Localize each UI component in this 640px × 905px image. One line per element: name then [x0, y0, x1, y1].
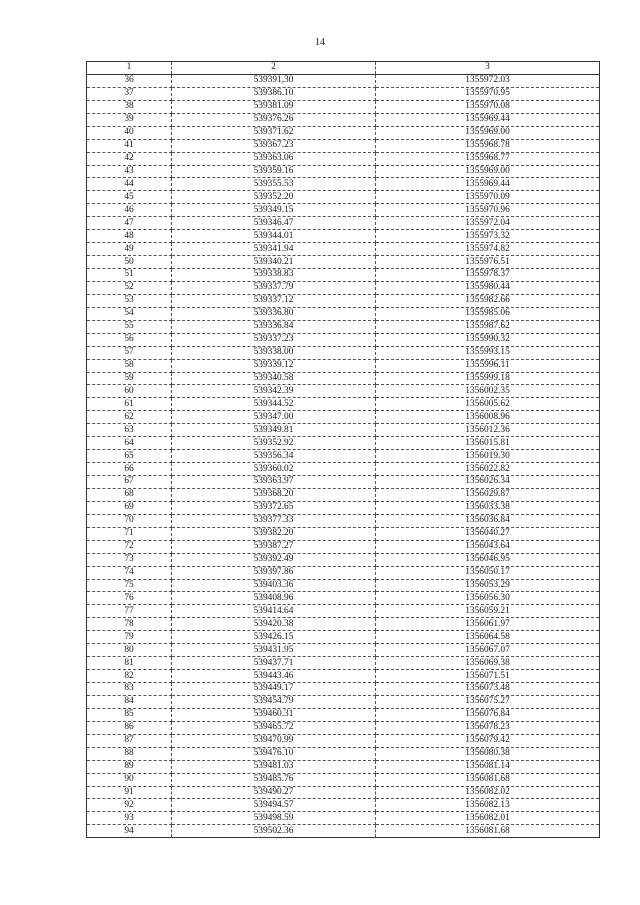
x-coordinate-cell: 539431.95 [172, 644, 376, 657]
x-coordinate-cell: 539387.27 [172, 540, 376, 553]
table-row [87, 243, 600, 256]
point-number-cell: 91 [87, 786, 172, 799]
point-number-cell: 57 [87, 346, 172, 359]
x-coordinate-cell: 539360.02 [172, 463, 376, 476]
y-coordinate-cell: 1356076.84 [376, 708, 600, 721]
point-number-cell: 44 [87, 178, 172, 191]
y-coordinate-cell: 1355968.77 [376, 152, 600, 165]
point-number-cell: 78 [87, 618, 172, 631]
table-row [87, 799, 600, 812]
point-number-cell: 66 [87, 463, 172, 476]
x-coordinate-cell: 539502.36 [172, 825, 376, 838]
table-row [87, 359, 600, 372]
point-number-cell: 49 [87, 243, 172, 256]
y-coordinate-cell: 1355980.44 [376, 281, 600, 294]
x-coordinate-cell: 539449.17 [172, 683, 376, 696]
page-number: 14 [315, 37, 325, 48]
x-coordinate-cell: 539372.65 [172, 501, 376, 514]
table-row [87, 87, 600, 100]
x-coordinate-cell: 539382.20 [172, 527, 376, 540]
x-coordinate-cell: 539340.58 [172, 372, 376, 385]
point-number-cell: 94 [87, 825, 172, 838]
x-coordinate-cell: 539337.12 [172, 294, 376, 307]
point-number-cell: 81 [87, 657, 172, 670]
point-number-cell: 47 [87, 217, 172, 230]
point-number-cell: 77 [87, 605, 172, 618]
x-coordinate-cell: 539344.01 [172, 230, 376, 243]
x-coordinate-cell: 539338.83 [172, 269, 376, 282]
table-row [87, 320, 600, 333]
y-coordinate-cell: 1355982.66 [376, 294, 600, 307]
point-number-cell: 46 [87, 204, 172, 217]
table-row [87, 670, 600, 683]
x-coordinate-cell: 539356.34 [172, 450, 376, 463]
table-row [87, 657, 600, 670]
point-number-cell: 40 [87, 126, 172, 139]
y-coordinate-cell: 1356067.07 [376, 644, 600, 657]
table-row [87, 256, 600, 269]
x-coordinate-cell: 539368.20 [172, 488, 376, 501]
point-number-cell: 75 [87, 579, 172, 592]
point-number-cell: 89 [87, 760, 172, 773]
y-coordinate-cell: 1355976.51 [376, 256, 600, 269]
table-row [87, 372, 600, 385]
x-coordinate-cell: 539336.84 [172, 320, 376, 333]
point-number-cell: 64 [87, 437, 172, 450]
y-coordinate-cell: 1355970.08 [376, 100, 600, 113]
x-coordinate-cell: 539344.52 [172, 398, 376, 411]
x-coordinate-cell: 539363.97 [172, 476, 376, 489]
table-row [87, 191, 600, 204]
y-coordinate-cell: 1356002.35 [376, 385, 600, 398]
x-coordinate-cell: 539386.10 [172, 87, 376, 100]
point-number-cell: 53 [87, 294, 172, 307]
point-number-cell: 70 [87, 514, 172, 527]
table-row [87, 269, 600, 282]
y-coordinate-cell: 1355990.32 [376, 333, 600, 346]
point-number-cell: 67 [87, 476, 172, 489]
point-number-cell: 74 [87, 566, 172, 579]
x-coordinate-cell: 539381.09 [172, 100, 376, 113]
point-number-cell: 93 [87, 812, 172, 825]
table-row [87, 540, 600, 553]
table-row [87, 113, 600, 126]
y-coordinate-cell: 1355987.62 [376, 320, 600, 333]
table-row [87, 230, 600, 243]
point-number-cell: 83 [87, 683, 172, 696]
table-row [87, 152, 600, 165]
x-coordinate-cell: 539470.99 [172, 734, 376, 747]
y-coordinate-cell: 1355969.00 [376, 165, 600, 178]
point-number-cell: 73 [87, 553, 172, 566]
x-coordinate-cell: 539347.00 [172, 411, 376, 424]
table-row [87, 100, 600, 113]
table-row [87, 294, 600, 307]
point-number-cell: 85 [87, 708, 172, 721]
x-coordinate-cell: 539481.03 [172, 760, 376, 773]
table-row [87, 825, 600, 838]
x-coordinate-cell: 539352.20 [172, 191, 376, 204]
point-number-cell: 86 [87, 721, 172, 734]
point-number-cell: 36 [87, 74, 172, 87]
point-number-cell: 51 [87, 269, 172, 282]
table-row [87, 333, 600, 346]
y-coordinate-cell: 1356071.51 [376, 670, 600, 683]
table-row [87, 463, 600, 476]
point-number-cell: 71 [87, 527, 172, 540]
point-number-cell: 55 [87, 320, 172, 333]
point-number-cell: 92 [87, 799, 172, 812]
point-number-cell: 61 [87, 398, 172, 411]
table-row [87, 139, 600, 152]
x-coordinate-cell: 539460.31 [172, 708, 376, 721]
point-number-cell: 62 [87, 411, 172, 424]
coordinates-table [86, 61, 600, 838]
y-coordinate-cell: 1356081.14 [376, 760, 600, 773]
point-number-cell: 54 [87, 307, 172, 320]
x-coordinate-cell: 539363.06 [172, 152, 376, 165]
x-coordinate-cell: 539367.23 [172, 139, 376, 152]
y-coordinate-cell: 1356040.27 [376, 527, 600, 540]
table-row [87, 450, 600, 463]
x-coordinate-cell: 539454.79 [172, 695, 376, 708]
point-number-cell: 42 [87, 152, 172, 165]
point-number-cell: 48 [87, 230, 172, 243]
x-coordinate-cell: 539376.26 [172, 113, 376, 126]
y-coordinate-cell: 1355970.96 [376, 204, 600, 217]
x-coordinate-cell: 539414.64 [172, 605, 376, 618]
y-coordinate-cell: 1355985.06 [376, 307, 600, 320]
y-coordinate-cell: 1356036.84 [376, 514, 600, 527]
x-coordinate-cell: 539437.71 [172, 657, 376, 670]
y-coordinate-cell: 1356059.21 [376, 605, 600, 618]
point-number-cell: 43 [87, 165, 172, 178]
table-row [87, 644, 600, 657]
table-row [87, 385, 600, 398]
table-row [87, 631, 600, 644]
x-coordinate-cell: 539352.92 [172, 437, 376, 450]
point-number-cell: 76 [87, 592, 172, 605]
table-row [87, 760, 600, 773]
table-row [87, 437, 600, 450]
point-number-cell: 69 [87, 501, 172, 514]
table-row [87, 773, 600, 786]
x-coordinate-cell: 539443.46 [172, 670, 376, 683]
table-row [87, 398, 600, 411]
y-coordinate-cell: 1356081.68 [376, 825, 600, 838]
y-coordinate-cell: 1356069.38 [376, 657, 600, 670]
point-number-cell: 72 [87, 540, 172, 553]
y-coordinate-cell: 1355993.15 [376, 346, 600, 359]
y-coordinate-cell: 1356022.82 [376, 463, 600, 476]
y-coordinate-cell: 1355996.11 [376, 359, 600, 372]
x-coordinate-cell: 539338.00 [172, 346, 376, 359]
point-number-cell: 41 [87, 139, 172, 152]
point-number-cell: 60 [87, 385, 172, 398]
table-row [87, 605, 600, 618]
column-header-2: 2 [172, 62, 376, 75]
table-row [87, 786, 600, 799]
y-coordinate-cell: 1356033.38 [376, 501, 600, 514]
table-row [87, 579, 600, 592]
x-coordinate-cell: 539426.15 [172, 631, 376, 644]
x-coordinate-cell: 539337.79 [172, 281, 376, 294]
point-number-cell: 38 [87, 100, 172, 113]
y-coordinate-cell: 1355969.44 [376, 113, 600, 126]
point-number-cell: 50 [87, 256, 172, 269]
x-coordinate-cell: 539336.80 [172, 307, 376, 320]
y-coordinate-cell: 1355970.95 [376, 87, 600, 100]
table-row [87, 307, 600, 320]
x-coordinate-cell: 539349.15 [172, 204, 376, 217]
table-row [87, 618, 600, 631]
point-number-cell: 59 [87, 372, 172, 385]
y-coordinate-cell: 1356082.13 [376, 799, 600, 812]
table-row [87, 721, 600, 734]
y-coordinate-cell: 1356043.64 [376, 540, 600, 553]
table-row [87, 527, 600, 540]
y-coordinate-cell: 1356012.36 [376, 424, 600, 437]
table-row [87, 683, 600, 696]
point-number-cell: 63 [87, 424, 172, 437]
x-coordinate-cell: 539359.16 [172, 165, 376, 178]
x-coordinate-cell: 539391,30 [172, 74, 376, 87]
point-number-cell: 45 [87, 191, 172, 204]
y-coordinate-cell: 1355972.04 [376, 217, 600, 230]
table-row [87, 346, 600, 359]
point-number-cell: 88 [87, 747, 172, 760]
table-row [87, 514, 600, 527]
x-coordinate-cell: 539392.49 [172, 553, 376, 566]
y-coordinate-cell: 1356082.01 [376, 812, 600, 825]
table-row [87, 747, 600, 760]
x-coordinate-cell: 539339.12 [172, 359, 376, 372]
table-row [87, 424, 600, 437]
y-coordinate-cell: 1356064.58 [376, 631, 600, 644]
table-row [87, 812, 600, 825]
y-coordinate-cell: 1356005.62 [376, 398, 600, 411]
column-header-1: 1 [87, 62, 172, 75]
table-row [87, 204, 600, 217]
x-coordinate-cell: 539337.23 [172, 333, 376, 346]
x-coordinate-cell: 539340.21 [172, 256, 376, 269]
table-row [87, 488, 600, 501]
y-coordinate-cell: 1355969.00 [376, 126, 600, 139]
point-number-cell: 84 [87, 695, 172, 708]
table-row [87, 411, 600, 424]
y-coordinate-cell: 1355972.03 [376, 74, 600, 87]
y-coordinate-cell: 1355970.09 [376, 191, 600, 204]
column-header-3: 3 [376, 62, 600, 75]
x-coordinate-cell: 539485.76 [172, 773, 376, 786]
y-coordinate-cell: 1356026.34 [376, 476, 600, 489]
y-coordinate-cell: 1355978.37 [376, 269, 600, 282]
y-coordinate-cell: 1356046.95 [376, 553, 600, 566]
x-coordinate-cell: 539420.38 [172, 618, 376, 631]
point-number-cell: 68 [87, 488, 172, 501]
y-coordinate-cell: 1356080.38 [376, 747, 600, 760]
x-coordinate-cell: 539346.47 [172, 217, 376, 230]
point-number-cell: 79 [87, 631, 172, 644]
x-coordinate-cell: 539371.62 [172, 126, 376, 139]
table-row [87, 281, 600, 294]
x-coordinate-cell: 539494.57 [172, 799, 376, 812]
point-number-cell: 87 [87, 734, 172, 747]
y-coordinate-cell: 1356053.29 [376, 579, 600, 592]
table-row [87, 165, 600, 178]
table-row [87, 566, 600, 579]
y-coordinate-cell: 1356082.02 [376, 786, 600, 799]
table-row [87, 553, 600, 566]
y-coordinate-cell: 1356015.81 [376, 437, 600, 450]
point-number-cell: 52 [87, 281, 172, 294]
table-row [87, 74, 600, 87]
point-number-cell: 39 [87, 113, 172, 126]
x-coordinate-cell: 539476.10 [172, 747, 376, 760]
table-header-row [87, 62, 600, 75]
y-coordinate-cell: 1356019.30 [376, 450, 600, 463]
y-coordinate-cell: 1355999.18 [376, 372, 600, 385]
y-coordinate-cell: 1356029.87 [376, 488, 600, 501]
point-number-cell: 37 [87, 87, 172, 100]
table-body [87, 62, 600, 838]
table-row [87, 217, 600, 230]
y-coordinate-cell: 1356073.48 [376, 683, 600, 696]
x-coordinate-cell: 539408.96 [172, 592, 376, 605]
table-row [87, 178, 600, 191]
y-coordinate-cell: 1355969.44 [376, 178, 600, 191]
table-row [87, 476, 600, 489]
table-row [87, 501, 600, 514]
x-coordinate-cell: 539498.59 [172, 812, 376, 825]
point-number-cell: 58 [87, 359, 172, 372]
y-coordinate-cell: 1356079.42 [376, 734, 600, 747]
y-coordinate-cell: 1356075.27 [376, 695, 600, 708]
x-coordinate-cell: 539490.27 [172, 786, 376, 799]
x-coordinate-cell: 539341.94 [172, 243, 376, 256]
y-coordinate-cell: 1355968.78 [376, 139, 600, 152]
table-row [87, 126, 600, 139]
x-coordinate-cell: 539397.86 [172, 566, 376, 579]
x-coordinate-cell: 539465.72 [172, 721, 376, 734]
x-coordinate-cell: 539403.36 [172, 579, 376, 592]
y-coordinate-cell: 1355974.82 [376, 243, 600, 256]
point-number-cell: 90 [87, 773, 172, 786]
point-number-cell: 82 [87, 670, 172, 683]
y-coordinate-cell: 1356056.30 [376, 592, 600, 605]
table-row [87, 708, 600, 721]
y-coordinate-cell: 1355973.32 [376, 230, 600, 243]
y-coordinate-cell: 1356081.68 [376, 773, 600, 786]
point-number-cell: 80 [87, 644, 172, 657]
x-coordinate-cell: 539377.33 [172, 514, 376, 527]
table-row [87, 695, 600, 708]
y-coordinate-cell: 1356050.17 [376, 566, 600, 579]
table-row [87, 592, 600, 605]
table-row [87, 734, 600, 747]
x-coordinate-cell: 539342.39 [172, 385, 376, 398]
point-number-cell: 56 [87, 333, 172, 346]
x-coordinate-cell: 539355.53 [172, 178, 376, 191]
y-coordinate-cell: 1356078.23 [376, 721, 600, 734]
x-coordinate-cell: 539349.81 [172, 424, 376, 437]
y-coordinate-cell: 1356061.97 [376, 618, 600, 631]
y-coordinate-cell: 1356008.96 [376, 411, 600, 424]
point-number-cell: 65 [87, 450, 172, 463]
